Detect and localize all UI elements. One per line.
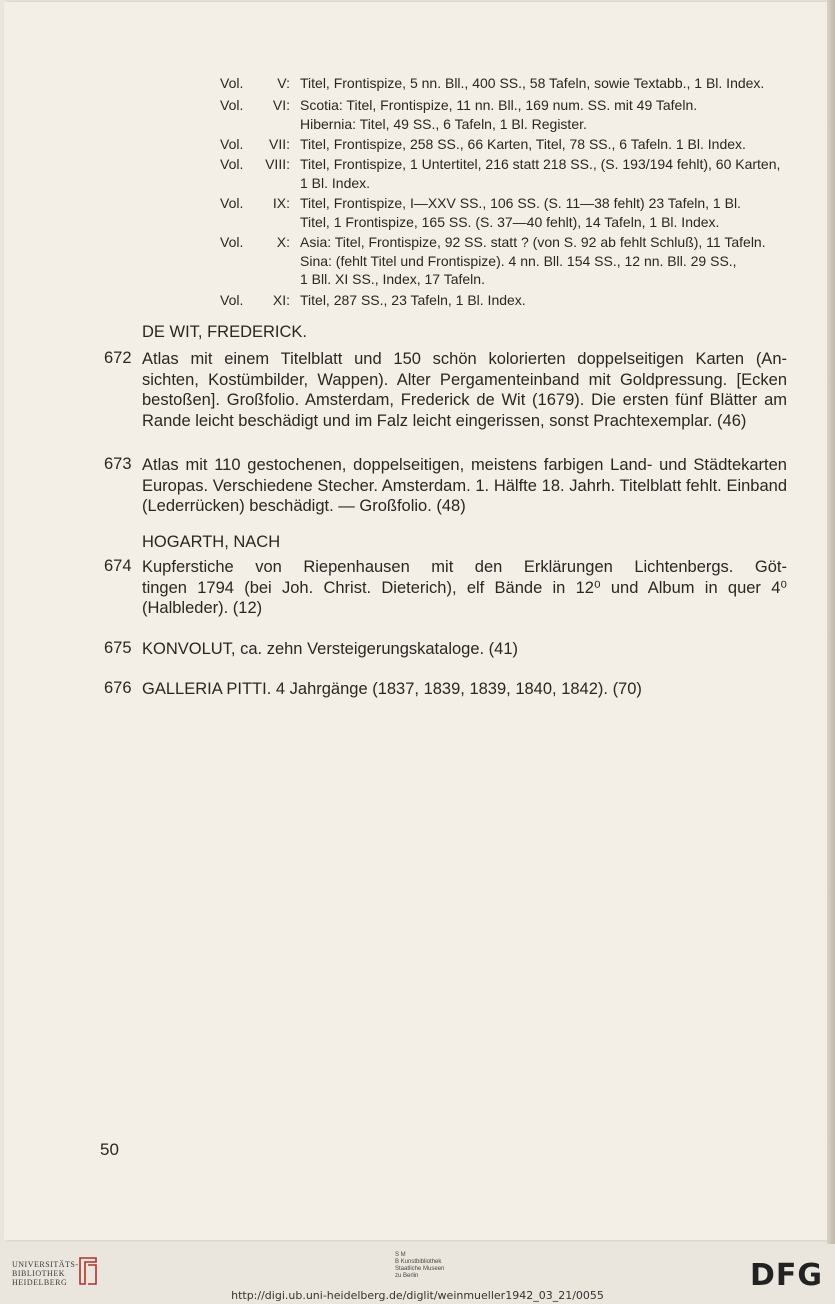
volume-description: Sina: (fehlt Titel und Frontispize). 4 nn. Bll. 154 SS., 12 nn. Bll. 29 SS.,: [300, 252, 737, 269]
lot-line: GALLERIA PITTI. 4 Jahrgänge (1837, 1839, 1839, 1840, 1842). (70): [142, 680, 642, 698]
uni-line: UNIVERSITÄTS-: [12, 1260, 79, 1269]
lot-line: bestoßen]. Großfolio. Amsterdam, Frederick de Wit (1679). Die ersten fünf Blätter am: [142, 391, 787, 409]
volume-label: Vol.: [220, 136, 244, 152]
lot-line: (Lederrücken) beschädigt. — Großfolio. (48): [142, 497, 466, 515]
page-edge: [827, 0, 835, 1244]
lot-line: Atlas mit einem Titelblatt und 150 schön kolorierten doppelseitigen Karten (An-: [142, 350, 787, 368]
uni-line: HEIDELBERG: [12, 1278, 68, 1287]
credit-line: Staatliche Museen: [395, 1266, 445, 1272]
volume-number: VII:: [268, 136, 290, 152]
lot-line: tingen 1794 (bei Joh. Christ. Dieterich), elf Bände in 12⁰ und Album in quer 4⁰: [142, 578, 787, 597]
volume-description: Titel, Frontispize, 5 nn. Bll., 400 SS., 58 Tafeln, sowie Textabb., 1 Bl. Index.: [300, 75, 765, 91]
credit-line: zu Berlin: [395, 1273, 419, 1279]
lot-675-text: [142, 639, 787, 660]
university-logo-icon: [76, 1256, 100, 1286]
lot-line: KONVOLUT, ca. zehn Versteigerungskataloge. (41): [142, 640, 519, 658]
lot-line: sichten, Kostümbilder, Wappen). Alter Pergamenteinband mit Goldpressung. [Ecken: [142, 370, 787, 389]
volume-number: VIII:: [265, 156, 290, 172]
volume-description: Scotia: Titel, Frontispize, 11 nn. Bll., 169 num. SS. mit 49 Tafeln.: [300, 97, 698, 113]
lot-line: Europas. Verschiedene Stecher. Amsterdam. 1. Hälfte 18. Jahrh. Titelblatt fehlt. Einband: [142, 476, 787, 495]
uni-line: BIBLIOTHEK: [12, 1269, 65, 1278]
university-library-text: [12, 1260, 79, 1287]
lot-line: Kupferstiche von Riepenhausen mit den Erklärungen Lichtenbergs. Göt-: [142, 558, 787, 576]
document-page: [4, 2, 827, 1240]
volume-description: Titel, 287 SS., 23 Tafeln, 1 Bl. Index.: [300, 292, 526, 308]
lot-line: Atlas mit 110 gestochenen, doppelseitigen, meistens farbigen Land- und Städtekarten: [142, 456, 787, 474]
kunstbibliothek-credit: [395, 1252, 444, 1280]
lot-number-672: 672: [104, 349, 132, 367]
volume-description: Titel, Frontispize, 258 SS., 66 Karten, Titel, 78 SS., 6 Tafeln. 1 Bl. Index.: [300, 136, 746, 152]
lot-number-673: 673: [104, 455, 132, 473]
section-heading-de-wit: DE WIT, FREDERICK.: [142, 323, 308, 341]
volume-number: X:: [276, 234, 290, 250]
page-number: 50: [100, 1140, 119, 1159]
lot-line: (Halbleder). (12): [142, 599, 263, 617]
volume-label: Vol.: [220, 156, 244, 172]
volume-label: Vol.: [220, 234, 244, 250]
volume-description: Hibernia: Titel, 49 SS., 6 Tafeln, 1 Bl. Register.: [300, 115, 587, 132]
footer-bar: [0, 1244, 835, 1304]
lot-number-674: 674: [104, 557, 132, 575]
volume-description: Titel, 1 Frontispize, 165 SS. (S. 37—40 fehlt), 14 Tafeln, 1 Bl. Index.: [300, 213, 720, 230]
lot-number-676: 676: [104, 679, 132, 697]
volume-label: Vol.: [220, 292, 244, 308]
volume-description: Titel, Frontispize, I—XXV SS., 106 SS. (S. 11—38 fehlt) 23 Tafeln, 1 Bl.: [300, 195, 741, 211]
volume-description: Titel, Frontispize, 1 Untertitel, 216 statt 218 SS., (S. 193/194 fehlt), 60 Karten,: [300, 156, 781, 172]
dfg-logo: DFG: [749, 1258, 823, 1293]
credit-line: B Kunstbibliothek: [395, 1259, 442, 1265]
lot-676-text: [142, 679, 787, 700]
lot-672-text: [142, 349, 787, 431]
volume-number: XI:: [272, 292, 290, 308]
volume-number: IX:: [272, 195, 290, 211]
volume-description: Asia: Titel, Frontispize, 92 SS. statt ? (von S. 92 ab fehlt Schluß), 11 Tafeln.: [300, 234, 766, 250]
volume-label: Vol.: [220, 97, 244, 113]
volume-number: VI:: [272, 97, 290, 113]
credit-line: S M: [395, 1252, 406, 1258]
lot-673-text: [142, 455, 787, 517]
lot-674-text: [142, 557, 787, 619]
volume-number: V:: [277, 75, 290, 91]
lot-line: Rande leicht beschädigt und im Falz leicht eingerissen, sonst Prachtexemplar. (46): [142, 411, 747, 430]
volume-description: 1 Bll. XI SS., Index, 17 Tafeln.: [300, 271, 485, 287]
source-url-link[interactable]: http://digi.ub.uni-heidelberg.de/diglit/weinmueller1942_03_21/0055: [231, 1289, 604, 1302]
volume-label: Vol.: [220, 75, 244, 91]
volume-label: Vol.: [220, 195, 244, 211]
lot-number-675: 675: [104, 639, 132, 657]
section-heading-hogarth: HOGARTH, NACH: [142, 533, 281, 551]
volume-description: 1 Bl. Index.: [300, 174, 371, 191]
